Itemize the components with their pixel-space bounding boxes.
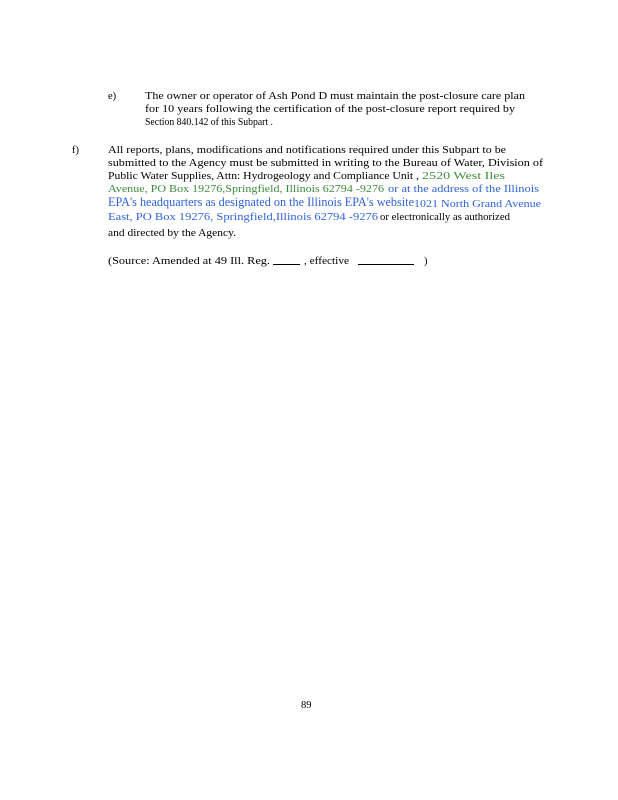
inserted-text: 2520 West Iles <box>422 171 505 182</box>
item-e-label: e) <box>108 91 117 102</box>
source-note-effective: , effective <box>304 256 349 267</box>
item-e-line-2: for 10 years following the certification of the post-closure report required by <box>145 104 515 115</box>
source-note-close: ) <box>424 256 428 267</box>
item-f-label: f) <box>72 145 79 156</box>
inserted-text: Avenue, PO Box 19276,Springfield, Illinois 62794 -9276 <box>108 184 384 195</box>
effective-blank <box>358 255 414 269</box>
item-f-line-1: All reports, plans, modifications and notifications required under this Subpart to be <box>108 145 506 156</box>
item-e-line-1: The owner or operator of Ash Pond D must maintain the post-closure care plan <box>145 91 525 102</box>
deleted-text: 1021 North Grand Avenue <box>414 199 541 210</box>
item-e-line-3: Section 840.142 of this Subpart . <box>145 117 273 128</box>
item-f-line-6: or electronically as authorized <box>380 212 510 223</box>
item-f-line-3: Public Water Supplies, Attn: Hydrogeology and Compliance Unit , <box>108 171 419 182</box>
deleted-text: or at the address of the Illinois <box>388 184 539 195</box>
deleted-text: EPA's headquarters as designated on the Illinois EPA's website <box>108 195 414 209</box>
page-number: 89 <box>301 700 312 711</box>
item-f-line-7: and directed by the Agency. <box>108 228 236 239</box>
source-note: (Source: Amended at 49 Ill. Reg. <box>108 256 270 267</box>
item-f-line-2: submitted to the Agency must be submitted in writing to the Bureau of Water, Division of <box>108 158 543 169</box>
deleted-text: East, PO Box 19276, Springfield,Illinois 62794 -9276 <box>108 212 378 223</box>
reg-blank <box>273 255 300 269</box>
